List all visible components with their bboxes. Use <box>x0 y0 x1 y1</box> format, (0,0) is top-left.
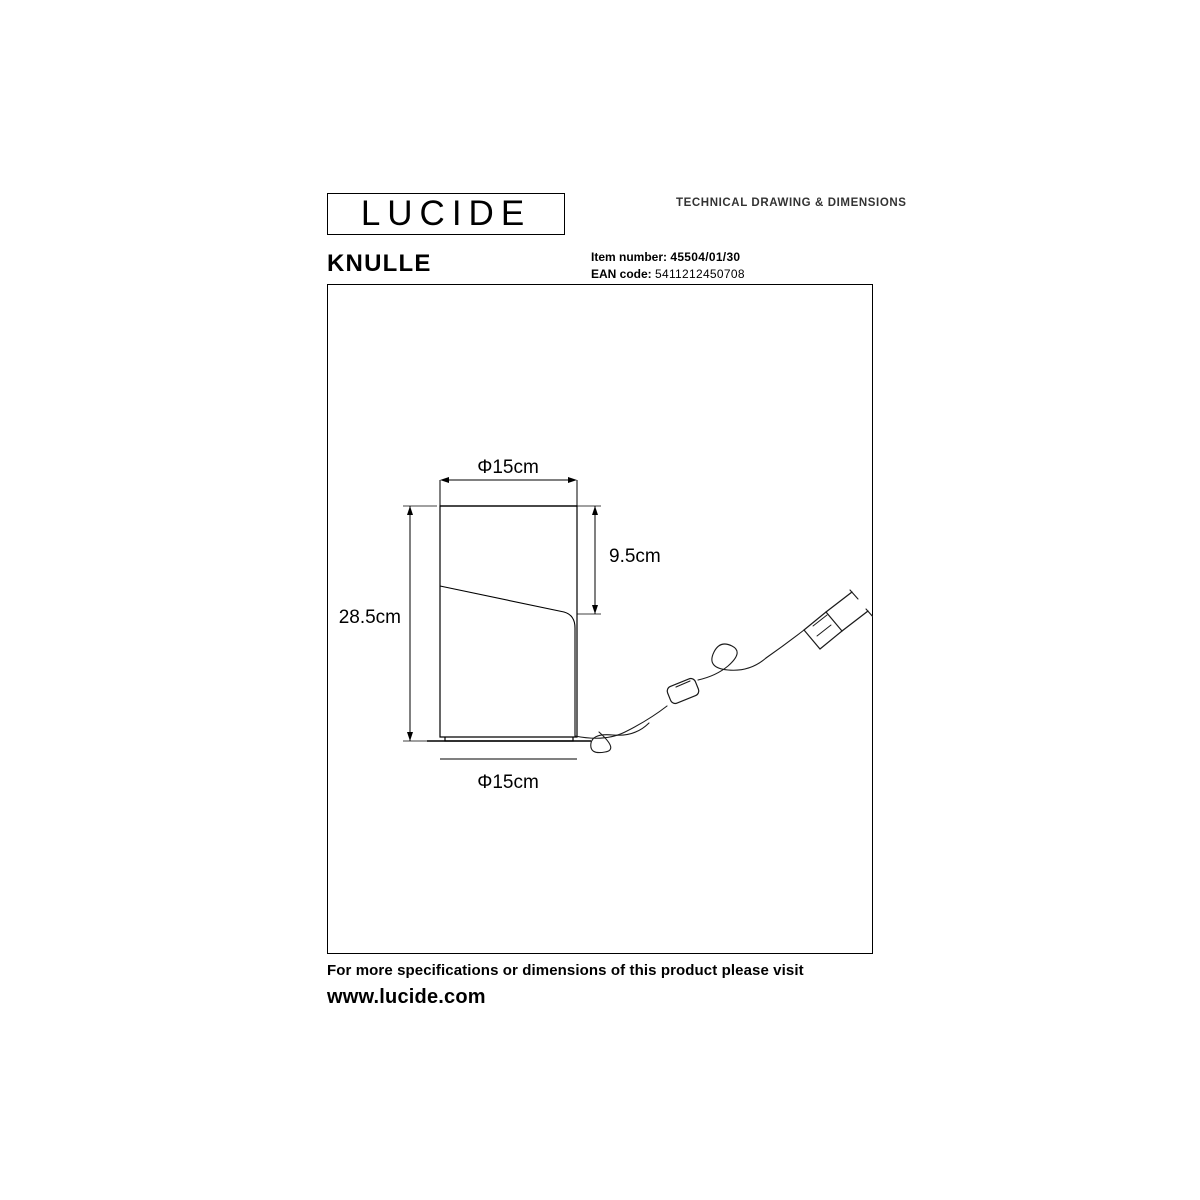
product-meta <box>591 249 745 283</box>
product-technical-drawing <box>327 284 873 954</box>
dimension-top-width-label: Φ15cm <box>477 457 539 478</box>
plug-body <box>804 612 842 649</box>
cord-loop-2 <box>698 644 766 680</box>
ean-code-label: EAN code: <box>591 267 652 281</box>
page-title: KNULLE <box>327 250 432 277</box>
footer-text: For more specifications or dimensions of this product please visit <box>327 962 804 979</box>
dimension-total-height-label: 28.5cm <box>338 607 401 628</box>
item-number-label: Item number: <box>591 250 668 264</box>
ean-code-value: 5411212450708 <box>655 267 745 281</box>
item-number-row <box>591 249 745 266</box>
brand-wordmark: LUCIDE <box>360 194 532 233</box>
power-cord-illustration <box>575 590 873 753</box>
ean-code-row <box>591 266 745 283</box>
dimension-total-height <box>403 506 437 741</box>
header-caption: TECHNICAL DRAWING & DIMENSIONS <box>676 197 907 209</box>
cord-segment-1 <box>575 706 667 738</box>
lamp-shade-outline <box>440 506 577 737</box>
lamp-shade-inner-curve <box>440 586 575 737</box>
dimension-top-width <box>440 477 577 512</box>
lamp-illustration <box>427 506 591 741</box>
footer <box>327 962 887 1009</box>
cord-segment-2 <box>766 630 804 658</box>
item-number-value: 45504/01/30 <box>670 250 741 264</box>
dimension-shade-height <box>577 506 601 614</box>
dimension-shade-height-label: 9.5cm <box>609 546 661 567</box>
footer-website-link[interactable]: www.lucide.com <box>327 986 486 1008</box>
dimension-base-width-label: Φ15cm <box>477 772 539 793</box>
cord-switch-body <box>666 677 701 705</box>
brand-logo-box <box>327 193 565 235</box>
plug-pins <box>826 590 873 631</box>
